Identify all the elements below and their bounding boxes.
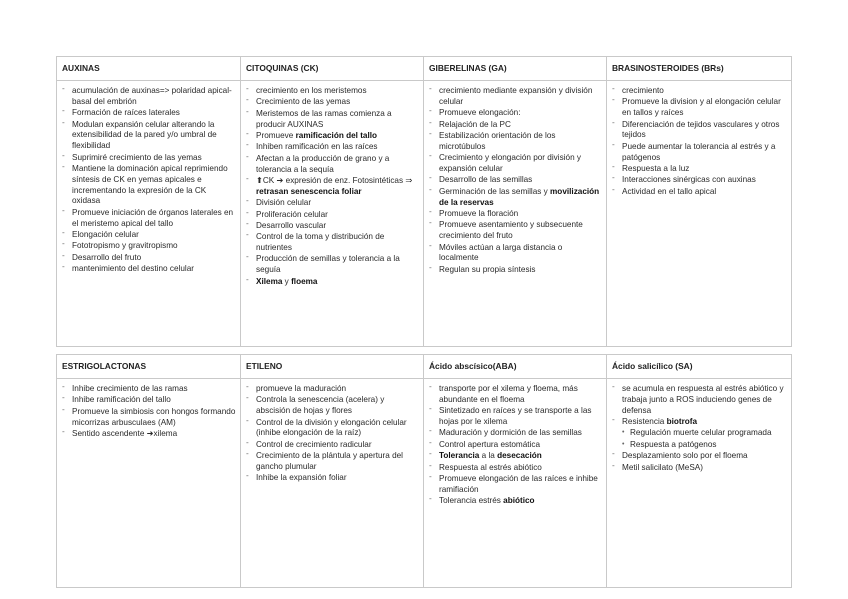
cell-list — [424, 379, 606, 507]
list-item: - Estabilización orientación de los microtúbulos — [428, 131, 602, 153]
list-item: - Metil salicilato (MeSA) — [611, 463, 787, 474]
list-item: - Promueve la division y al elongación celular en tallos y raíces — [611, 97, 787, 119]
cell-salicilico — [606, 355, 791, 587]
list-item: - Promueve la floración — [428, 209, 602, 220]
list-item: - Germinación de las semillas y movilización de la reservas — [428, 187, 602, 209]
list-item: - Promueve la simbiosis con hongos formando micorrizas arbusculaes (AM) — [61, 407, 236, 429]
cell-list — [57, 81, 240, 275]
list-item: - Resistencia biotrofa — [611, 417, 787, 428]
list-item: - Tolerancia estrés abiótico — [428, 496, 602, 507]
list-item: - Inhibe crecimiento de las ramas — [61, 384, 236, 395]
cell-list — [424, 81, 606, 275]
list-item: - Desarrollo vascular — [245, 221, 419, 232]
cell-giberelinas — [423, 57, 606, 346]
list-item: - Desplazamiento solo por el floema — [611, 451, 787, 462]
cell-header: CITOQUINAS (CK) — [241, 57, 423, 81]
cell-header: ETILENO — [241, 355, 423, 379]
cell-header: GIBERELINAS (GA) — [424, 57, 606, 81]
list-item: - Promueve ramificación del tallo — [245, 131, 419, 142]
list-item: - Inhiben ramificación en las raíces — [245, 142, 419, 153]
list-item: - Sintetizado en raíces y se transporte a las hojas por le xilema — [428, 406, 602, 428]
cell-etileno — [240, 355, 423, 587]
list-item: - Producción de semillas y tolerancia a la seguía — [245, 254, 419, 276]
cell-header: Ácido abscísico(ABA) — [424, 355, 606, 379]
list-item: - Controla la senescencia (acelera) y abscisión de hojas y flores — [245, 395, 419, 417]
cell-list — [241, 81, 423, 287]
list-item: - Promueve elongación: — [428, 108, 602, 119]
cell-abscisico — [423, 355, 606, 587]
list-item: - crecimiento — [611, 86, 787, 97]
cell-header: AUXINAS — [57, 57, 240, 81]
list-item: - Sentido ascendente ➜xilema — [61, 429, 236, 440]
list-item: - Crecimiento de la plántula y apertura del gancho plumular — [245, 451, 419, 473]
list-item: - Mantiene la dominación apical reprimiendo síntesis de CK en yemas apicales e incrementando la expresión de la CK oxidasa — [61, 164, 236, 207]
list-item: - Promueve elongación de las raíces e inhibe ramifiación — [428, 474, 602, 496]
list-item: - Control de la toma y distribución de nutrientes — [245, 232, 419, 254]
cell-list — [607, 81, 791, 198]
cell-list — [607, 379, 791, 473]
cell-brasinosteroides — [606, 57, 791, 346]
list-item: - Respuesta a la luz — [611, 164, 787, 175]
list-item: - Maduración y dormición de las semillas — [428, 428, 602, 439]
list-item: • Regulación muerte celular programada — [622, 428, 787, 439]
list-item: - Xilema y floema — [245, 277, 419, 288]
list-item: - crecimiento mediante expansión y división celular — [428, 86, 602, 108]
list-item: - Inhibe ramificación del tallo — [61, 395, 236, 406]
list-item: - Regulan su propia síntesis — [428, 265, 602, 276]
list-item: - Fototropismo y gravitropismo — [61, 241, 236, 252]
list-item: - Desarrollo de las semillas — [428, 175, 602, 186]
list-item: - mantenimiento del destino celular — [61, 264, 236, 275]
list-item: - Control de la división y elongación celular (inhibe elongación de la raíz) — [245, 418, 419, 440]
cell-list — [241, 379, 423, 484]
list-item: - se acumula en respuesta al estrés abiótico y trabaja junto a ROS induciendo genes de defensa — [611, 384, 787, 416]
table-band-1 — [56, 56, 792, 347]
list-item: - Modulan expansión celular alterando la extensibilidad de la pared y/o umbral de flexibilidad — [61, 120, 236, 152]
list-item: • Respuesta a patógenos — [622, 440, 787, 451]
list-item: - Proliferación celular — [245, 210, 419, 221]
list-item: - Desarrollo del fruto — [61, 253, 236, 264]
cell-header: ESTRIGOLACTONAS — [57, 355, 240, 379]
list-item: - Suprimiré crecimiento de las yemas — [61, 153, 236, 164]
cell-estrigolactonas — [57, 355, 240, 587]
list-item: - Diferenciación de tejidos vasculares y otros tejidos — [611, 120, 787, 142]
list-item: - Inhibe la expansión foliar — [245, 473, 419, 484]
list-item: - Elongación celular — [61, 230, 236, 241]
list-item: - crecimiento en los meristemos — [245, 86, 419, 97]
list-item: - Control apertura estomática — [428, 440, 602, 451]
list-item: - promueve la maduración — [245, 384, 419, 395]
list-item: - Interacciones sinérgicas con auxinas — [611, 175, 787, 186]
list-item: - Relajación de la PC — [428, 120, 602, 131]
list-item: - Formación de raíces laterales — [61, 108, 236, 119]
hormone-table — [56, 56, 792, 506]
cell-header: BRASINOSTEROIDES (BRs) — [607, 57, 791, 81]
list-item: - transporte por el xilema y floema, más abundante en el floema — [428, 384, 602, 406]
list-item: - Crecimiento y elongación por división y expansión celular — [428, 153, 602, 175]
cell-auxinas — [57, 57, 240, 346]
list-item: - ⬆CK ➔ expresión de enz. Fotosintéticas ⇒ retrasan senescencia foliar — [245, 176, 419, 198]
list-item: - Promueve asentamiento y subsecuente crecimiento del fruto — [428, 220, 602, 242]
list-item: - Control de crecimiento radicular — [245, 440, 419, 451]
list-item: - Móviles actúan a larga distancia o localmente — [428, 243, 602, 265]
list-item: - Meristemos de las ramas comienza a producir AUXINAS — [245, 109, 419, 131]
cell-header: Ácido salicílico (SA) — [607, 355, 791, 379]
list-item: - Respuesta al estrés abiótico — [428, 463, 602, 474]
list-item: - Promueve iniciación de órganos laterales en el meristemo apical del tallo — [61, 208, 236, 230]
table-band-2 — [56, 354, 792, 588]
list-item: - acumulación de auxinas=> polaridad apical-basal del embrión — [61, 86, 236, 108]
list-item: - División celular — [245, 198, 419, 209]
cell-citoquinas — [240, 57, 423, 346]
list-item: - Afectan a la producción de grano y a tolerancia a la sequía — [245, 154, 419, 176]
list-item: - Actividad en el tallo apical — [611, 187, 787, 198]
list-item: - Puede aumentar la tolerancia al estrés y a patógenos — [611, 142, 787, 164]
list-item: - Crecimiento de las yemas — [245, 97, 419, 108]
cell-list — [57, 379, 240, 440]
list-item: - Tolerancia a la desecación — [428, 451, 602, 462]
